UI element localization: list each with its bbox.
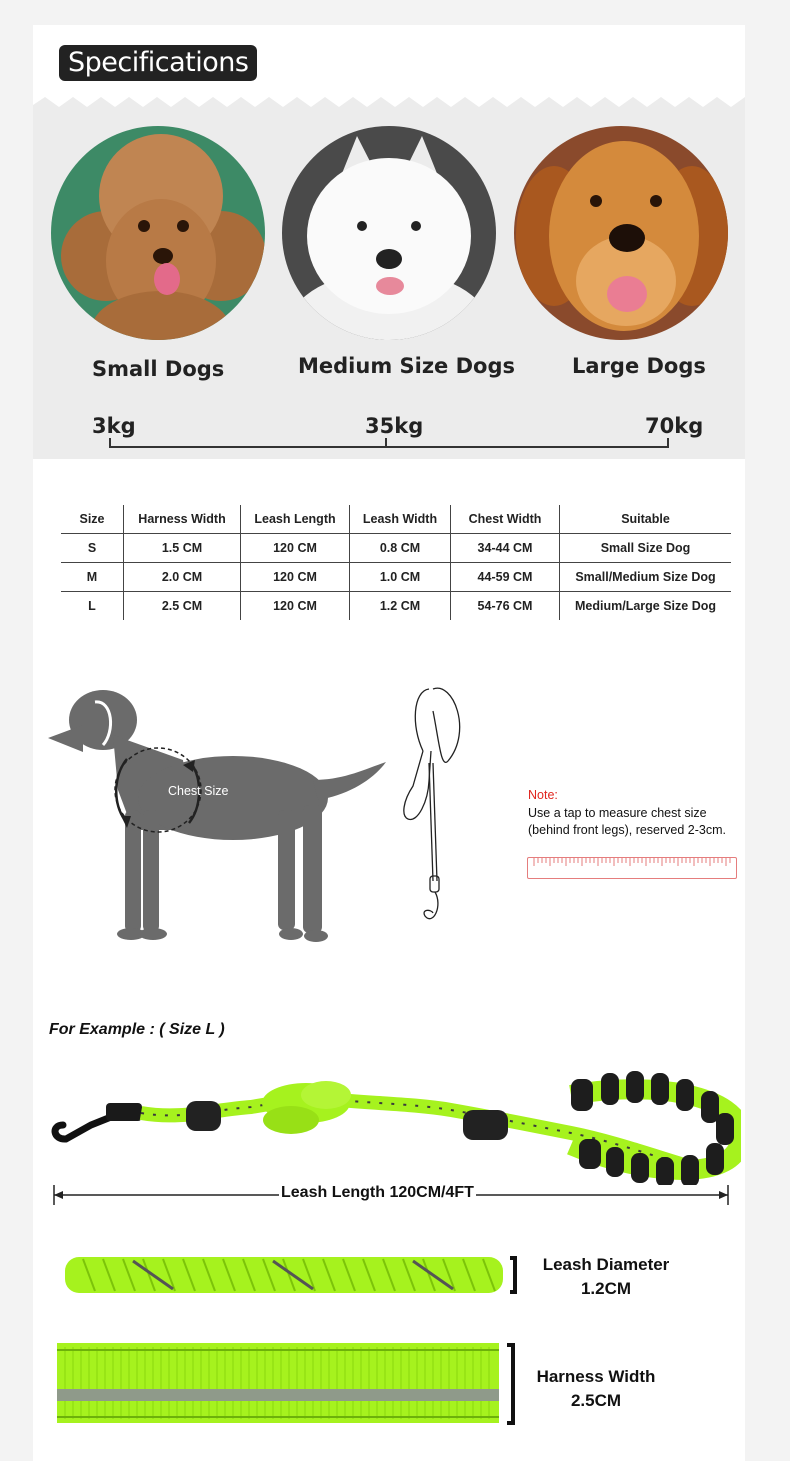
col-header: Leash Length [241,505,350,534]
leash-diameter-label: Leash Diameter [542,1255,670,1274]
spec-sheet [33,25,745,1461]
table-cell: Small Size Dog [560,534,732,563]
col-header: Size [61,505,124,534]
note-line: (behind front legs), reserved 2-3cm. [528,823,727,837]
table-cell: 120 CM [241,592,350,621]
chest-size-label: Chest Size [168,784,229,798]
spec-table [61,505,731,620]
large-dog-photo [514,126,728,340]
leash-product-photo [51,1055,741,1185]
scale-tick [385,438,387,447]
col-header: Leash Width [350,505,451,534]
leash-length-label: Leash Length 120CM/4FT [281,1184,474,1201]
table-cell: 1.0 CM [350,563,451,592]
table-cell: S [61,534,124,563]
page-title: Specifications [59,45,257,81]
table-row [61,563,731,592]
col-header: Harness Width [124,505,241,534]
leash-rope-closeup [63,1255,523,1295]
weight-mid: 35kg [365,414,424,438]
dog-silhouette-illustration [43,680,393,960]
table-cell: M [61,563,124,592]
table-cell: 34-44 CM [451,534,560,563]
harness-webbing-closeup [55,1341,525,1427]
note-line: Use a tap to measure chest size [528,806,707,820]
leash-diameter-text [537,1253,675,1301]
table-cell: Medium/Large Size Dog [575,599,716,613]
table-header-row [61,505,731,534]
leash-diameter-value: 1.2CM [580,1279,632,1298]
weight-min: 3kg [92,414,136,438]
leash-line-drawing [393,681,473,931]
scale-tick [109,438,111,447]
tape-measure-icon [527,857,737,879]
table-cell: 1.2 CM [350,592,451,621]
table-cell: 120 CM [241,534,350,563]
table-row [61,592,731,621]
col-header: Chest Width [451,505,560,534]
large-dogs-label: Large Dogs [572,354,706,378]
note-label: Note: [528,788,558,802]
small-dog-photo [51,126,265,340]
small-dogs-label: Small Dogs [92,357,225,381]
table-cell: 44-59 CM [451,563,560,592]
zigzag-edge [33,89,745,111]
weight-scale-line [109,446,669,448]
table-cell: 120 CM [241,563,350,592]
table-row [61,534,731,563]
harness-width-text [527,1365,665,1413]
example-title: For Example : ( Size L ) [49,1021,225,1038]
medium-dogs-label: Medium Size Dogs [298,354,516,378]
col-header: Suitable [560,505,732,534]
medium-dog-photo [282,126,496,340]
table-cell: 54-76 CM [451,592,560,621]
note-text [528,805,743,839]
harness-width-value: 2.5CM [570,1391,622,1410]
scale-tick [667,438,669,447]
table-cell: 1.5 CM [124,534,241,563]
table-cell: 0.8 CM [350,534,451,563]
harness-width-label: Harness Width [536,1367,656,1386]
table-cell: L [61,592,124,621]
table-cell: 2.5 CM [124,592,241,621]
weight-max: 70kg [645,414,704,438]
table-cell: Small/Medium Size Dog [560,563,732,592]
table-cell: 2.0 CM [124,563,241,592]
